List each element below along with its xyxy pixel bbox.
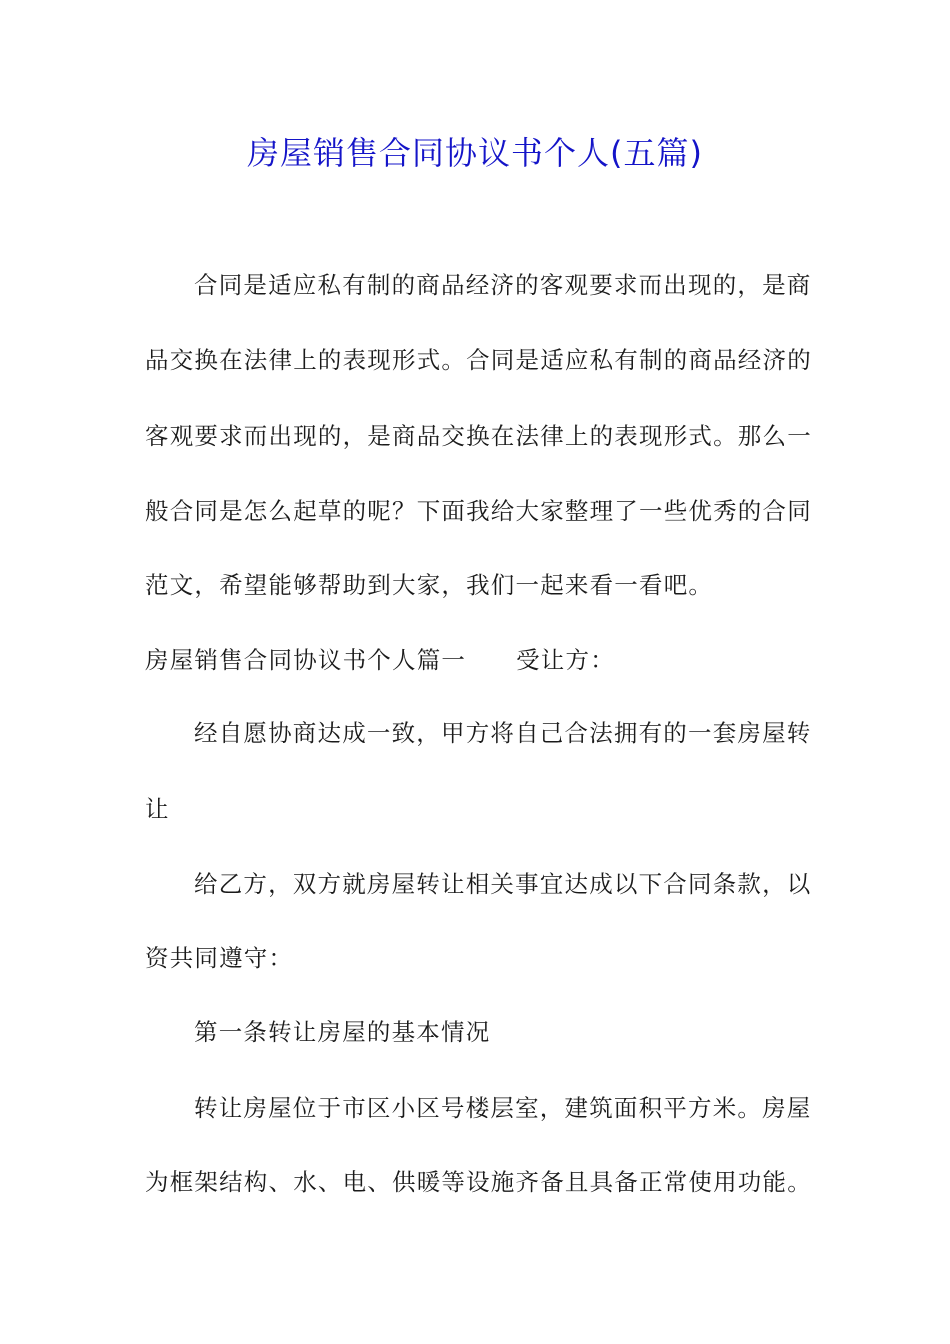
article1-heading: 第一条转让房屋的基本情况 [194, 1018, 491, 1046]
intro-line-2: 品交换在法律上的表现形式。合同是适应私有制的商品经济的 [145, 346, 812, 374]
para3-line-2: 资共同遵守： [145, 944, 294, 972]
section-party-label: 受让方： [516, 646, 615, 674]
para2-line-1: 经自愿协商达成一致，甲方将自己合法拥有的一套房屋转 [194, 719, 812, 747]
section-heading: 房屋销售合同协议书个人篇一 [145, 646, 467, 674]
intro-line-5: 范文，希望能够帮助到大家，我们一起来看一看吧。 [145, 571, 714, 599]
document-title: 房屋销售合同协议书个人(五篇) [247, 134, 703, 172]
para2-line-2: 让 [145, 795, 170, 823]
para3-line-1: 给乙方，双方就房屋转让相关事宜达成以下合同条款，以 [194, 870, 812, 898]
para4-line-1: 转让房屋位于市区小区号楼层室，建筑面积平方米。房屋 [194, 1094, 812, 1122]
intro-line-1: 合同是适应私有制的商品经济的客观要求而出现的，是商 [194, 271, 812, 299]
para4-line-2: 为框架结构、水、电、供暖等设施齐备且具备正常使用功能。 [145, 1168, 812, 1196]
section-heading-row [145, 645, 615, 675]
intro-line-3: 客观要求而出现的，是商品交换在法律上的表现形式。那么一 [145, 422, 812, 450]
intro-line-4: 般合同是怎么起草的呢？下面我给大家整理了一些优秀的合同 [145, 497, 812, 525]
